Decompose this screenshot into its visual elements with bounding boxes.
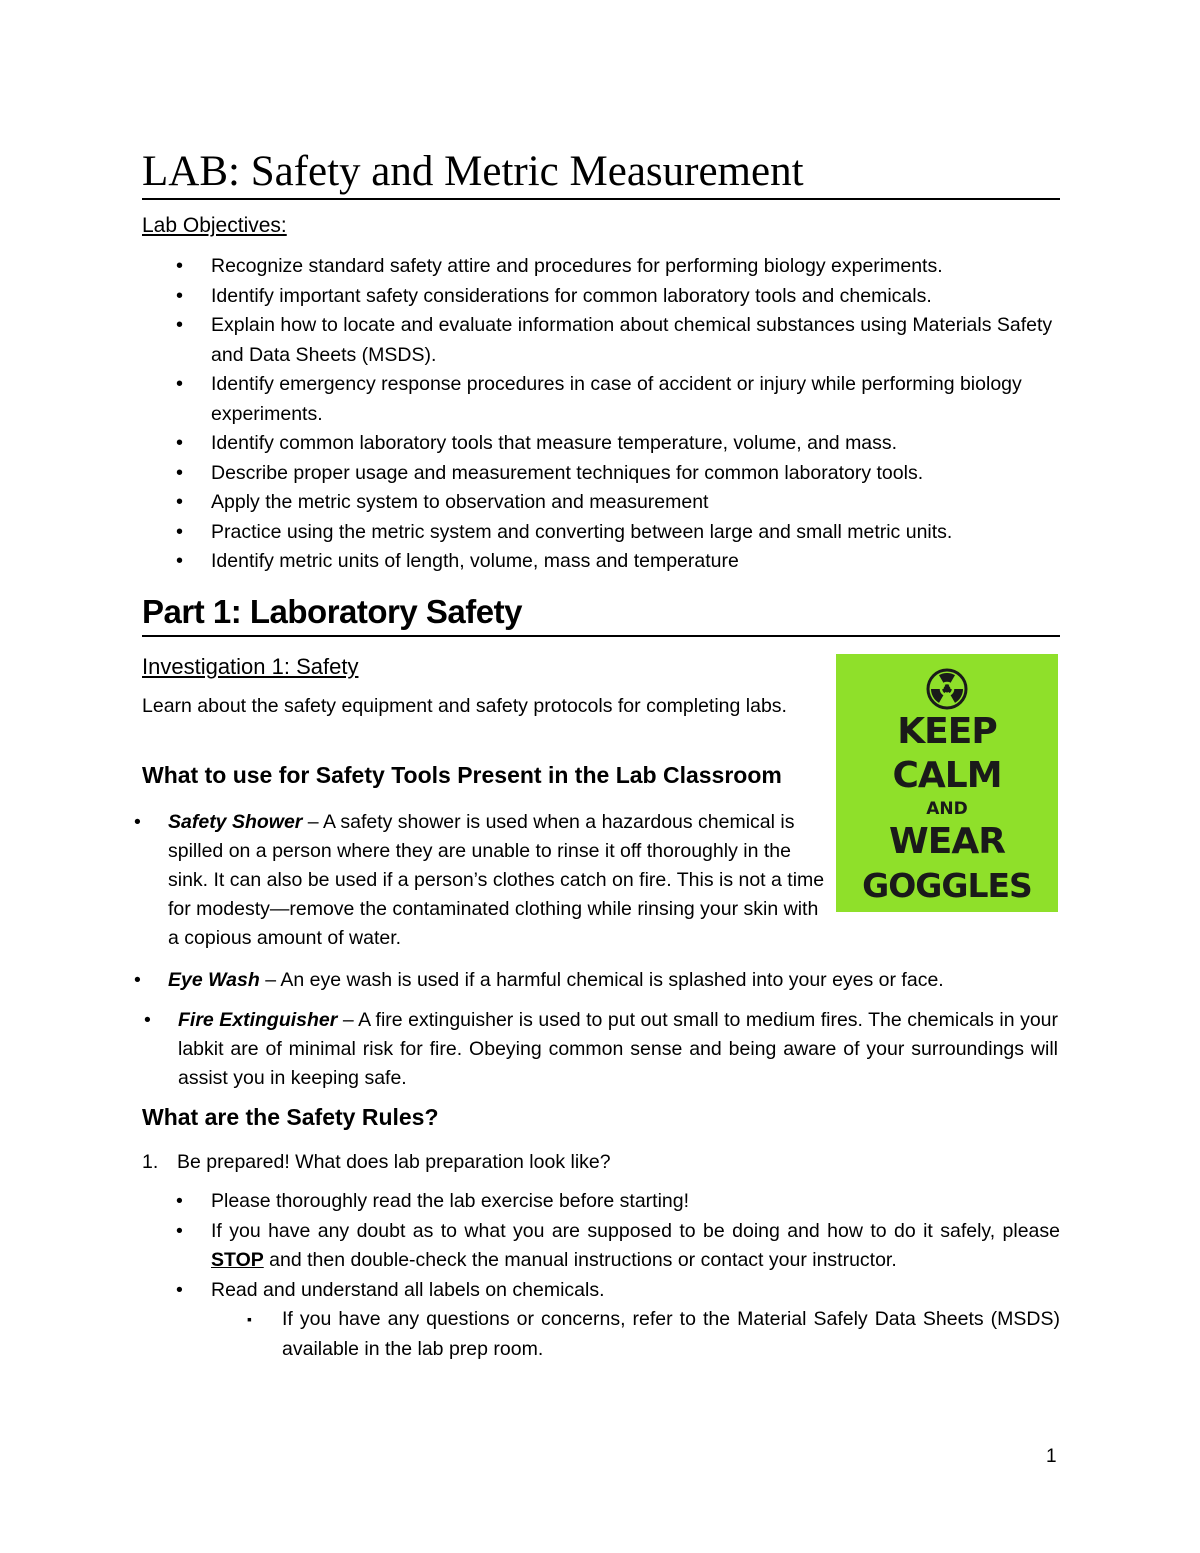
page-number: 1 [1046,1446,1057,1467]
rule-text: Be prepared! What does lab preparation look like? [177,1151,611,1173]
list-item: • Apply the metric system to observation and measurement [142,488,1060,518]
tools-heading: What to use for Safety Tools Present in the Lab Classroom [142,762,782,788]
list-item: ▪ If you have any questions or concerns, refer to the Material Safely Data Sheets (MSDS) available in the lab prep room. [211,1305,1060,1364]
list-item: • Identify metric units of length, volume, mass and temperature [142,547,1060,577]
rule-sublist [142,1187,1060,1364]
rule-item [142,1148,1060,1364]
list-item-text: If you have any doubt as to what you are supposed to be doing and how to do it safely, please [211,1219,1060,1242]
rules-heading: What are the Safety Rules? [142,1104,439,1130]
list-item: • Identify important safety considerations for common laboratory tools and chemicals. [142,282,1060,312]
poster-line-wear: WEAR [889,821,1005,862]
poster-line-keep: KEEP [897,711,997,752]
list-item: • Recognize standard safety attire and procedures for performing biology experiments. [142,252,1060,282]
tool-name: Fire Extinguisher [178,1009,338,1031]
list-item: • Identify common laboratory tools that measure temperature, volume, and mass. [142,429,1060,459]
objectives-heading: Lab Objectives: [142,214,287,237]
list-item: • Explain how to locate and evaluate information about chemical substances using Materials Safety and Data Sheets (MSDS). [142,311,1060,370]
poster-line-calm: CALM [892,755,1002,796]
poster-line-goggles: GOGGLES [862,866,1032,905]
list-item-text: and then double-check the manual instructions or contact your instructor. [263,1249,897,1271]
list-item: • Please thoroughly read the lab exercise before starting! [142,1187,1060,1217]
rule-subsublist [211,1305,1060,1364]
radiation-icon [926,668,968,710]
list-item-text: Read and understand all labels on chemicals. [211,1278,605,1301]
intro-text: Learn about the safety equipment and safety protocols for completing labs. [142,695,787,717]
list-item: • Identify emergency response procedures in case of accident or injury while performing biology experiments. [142,370,1060,429]
tool-eye-wash [168,966,1048,995]
page-title: LAB: Safety and Metric Measurement [142,148,1060,200]
list-item [142,1276,1060,1365]
poster-line-and: AND [926,799,968,819]
list-item: • Practice using the metric system and converting between large and small metric units. [142,518,1060,548]
rules-list [142,1148,1060,1364]
objectives-list [142,252,1060,577]
list-item: • Describe proper usage and measurement techniques for common laboratory tools. [142,459,1060,489]
tool-description: – A safety shower is used when a hazardous chemical is spilled on a person where they are unable to rinse it off thoroughly in the sink. It can also be used if a person’s clothes catch on fire. This is not a time for modesty—remove the contaminated clothing while rinsing your skin with a copious amount of water. [168,811,825,949]
tool-name: Eye Wash [168,969,260,991]
investigation-title: Investigation 1: Safety [142,654,359,679]
keep-calm-poster [836,654,1058,912]
stop-emphasis: STOP [211,1249,264,1271]
part1-title: Part 1: Laboratory Safety [142,592,1060,637]
rule-number: 1. [142,1151,159,1173]
tool-safety-shower [168,808,828,953]
tool-name: Safety Shower [168,811,303,833]
tool-description: – An eye wash is used if a harmful chemical is splashed into your eyes or face. [259,969,944,991]
tool-fire-extinguisher [178,1006,1058,1093]
tool-description: – A fire extinguisher is used to put out small to medium fires. The chemicals in your labkit are of minimal risk for fire. Obeying common sense and being aware of your surroundings will assist you in keeping safe. [178,1009,1058,1089]
list-item [142,1217,1060,1276]
